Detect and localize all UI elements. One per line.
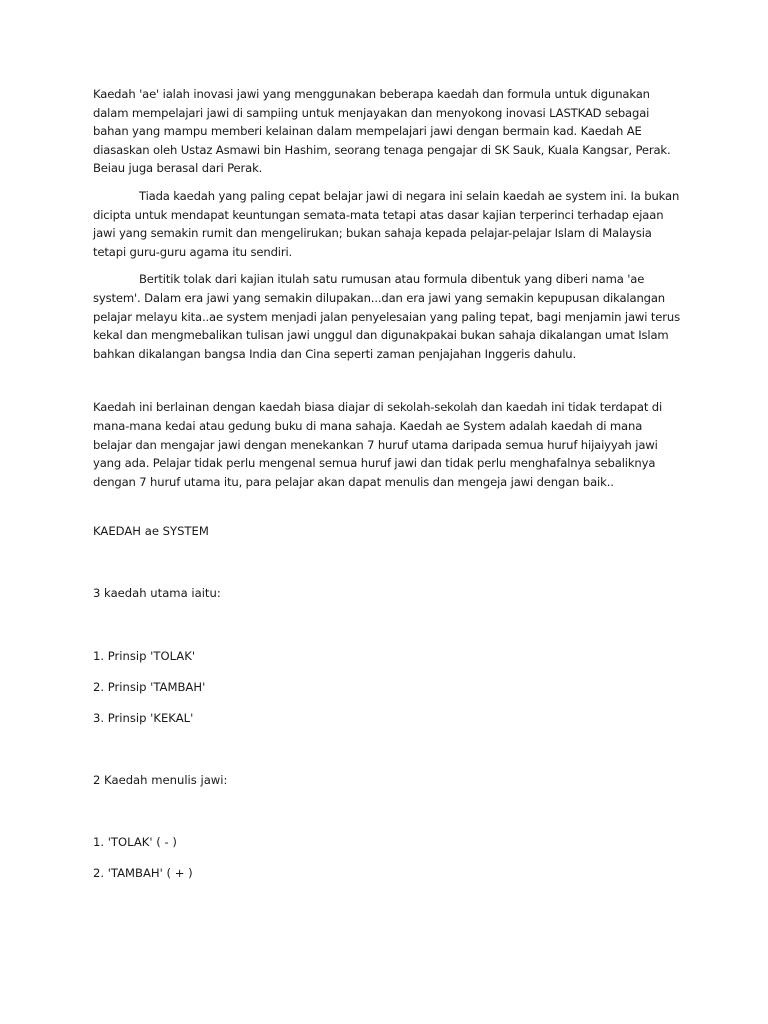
method-item-kekal: 3. Prinsip 'KEKAL' bbox=[93, 711, 194, 725]
section-title: KAEDAH ae SYSTEM bbox=[93, 524, 209, 538]
paragraph-seven-letters: Kaedah ini berlainan dengan kaedah biasa diajar di sekolah-sekolah dan kaedah ini tidak terdapat di mana-mana kedai atau gedung buku di mana sahaja. Kaedah ae System adalah kaedah di mana belajar dan mengajar jawi dengan menekankan 7 huruf utama daripada semua huruf hijaiyyah jawi yang ada. Pelajar tidak perlu mengenal semua huruf jawi dan tidak perlu menghafalnya sebaliknya dengan 7 huruf utama itu, para pelajar akan dapat menulis dan mengeja jawi dengan baik.. bbox=[93, 400, 663, 489]
method-item-tambah: 2. Prinsip 'TAMBAH' bbox=[93, 680, 206, 694]
two-methods-heading: 2 Kaedah menulis jawi: bbox=[93, 773, 228, 787]
paragraph-intro: Kaedah 'ae' ialah inovasi jawi yang menggunakan beberapa kaedah dan formula untuk digunakan dalam mempelajari jawi di sampiing untuk menjayakan dan menyokong inovasi LASTKAD sebagai bahan yang mampu memberi kelainan dalam mempelajari jawi dengan bermain kad. Kaedah AE diasaskan oleh Ustaz Asmawi bin Hashim, seorang tenaga pengajar di SK Sauk, Kuala Kangsar, Perak. Beiau juga berasal dari Perak. bbox=[93, 87, 671, 176]
document-body bbox=[93, 85, 683, 491]
paragraph-fastest-method: Tiada kaedah yang paling cepat belajar jawi di negara ini selain kaedah ae system ini. Ia bukan dicipta untuk mendapat keuntungan semata-mata tetapi atas dasar kajian terperinci terhadap ejaan jawi yang semakin rumit dan mengelirukan; bukan sahaja kepada pelajar-pelajar Islam di Malaysia tetapi guru-guru agama itu sendiri. bbox=[93, 188, 680, 259]
three-methods-heading: 3 kaedah utama iaitu: bbox=[93, 586, 221, 600]
method-item-tolak: 1. Prinsip 'TOLAK' bbox=[93, 649, 196, 663]
paragraph-formula-origin: Bertitik tolak dari kajian itulah satu rumusan atau formula dibentuk yang diberi nama 'ae system'. Dalam era jawi yang semakin dilupakan...dan era jawi yang semakin kepupusan dikalangan pelajar melayu kita..ae system menjadi jalan penyelesaian yang paling tepat, bagi menjamin jawi terus kekal dan mengmebalikan tulisan jawi unggul dan digunakpakai bukan sahaja dikalangan umat Islam bahkan dikalangan bangsa India dan Cina seperti zaman penjajahan Inggeris dahulu. bbox=[93, 272, 680, 361]
writing-item-tolak: 1. 'TOLAK' ( - ) bbox=[93, 835, 177, 849]
writing-item-tambah: 2. 'TAMBAH' ( + ) bbox=[93, 866, 193, 880]
